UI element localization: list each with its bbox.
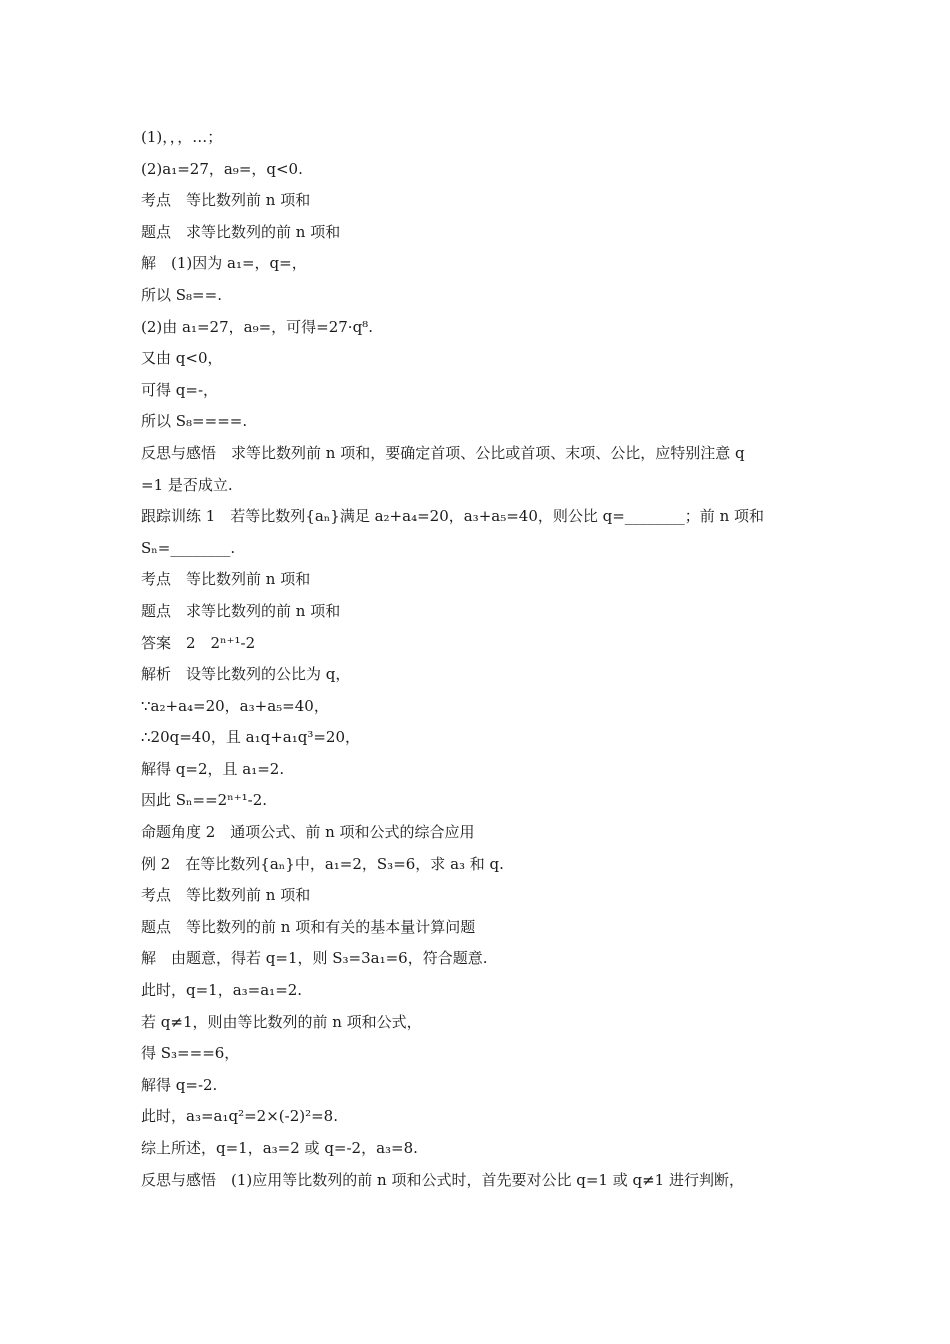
- line-13: 跟踪训练 1 若等比数列{aₙ}满足 a₂+a₄=20，a₃+a₅=40，则公比 q=________；前 n 项和: [141, 507, 765, 526]
- line-22: 因此 Sₙ==2ⁿ⁺¹-2.: [141, 791, 268, 810]
- line-28: 此时，q=1，a₃=a₁=2.: [141, 981, 303, 1000]
- line-9: 可得 q=-，: [141, 380, 219, 399]
- line-2: (2)a₁=27，a₉=，q<0.: [141, 159, 303, 178]
- line-17: 答案 2 2ⁿ⁺¹-2: [141, 633, 256, 652]
- line-24: 例 2 在等比数列{aₙ}中，a₁=2，S₃=6，求 a₃ 和 q.: [141, 854, 504, 873]
- line-31: 解得 q=-2.: [141, 1075, 218, 1094]
- line-27: 解 由题意，得若 q=1，则 S₃=3a₁=6，符合题意.: [141, 949, 488, 968]
- line-4: 题点 求等比数列的前 n 项和: [141, 222, 341, 241]
- line-30: 得 S₃===6，: [141, 1044, 240, 1063]
- document-page: [141, 122, 821, 1196]
- line-8: 又由 q<0，: [141, 349, 223, 368]
- line-1: (1)，，，…；: [141, 128, 223, 146]
- line-29: 若 q≠1，则由等比数列的前 n 项和公式，: [141, 1012, 422, 1031]
- line-14: Sₙ=________.: [141, 538, 236, 557]
- line-20: ∴20q=40，且 a₁q+a₁q³=20，: [141, 728, 361, 747]
- line-26: 题点 等比数列的前 n 项和有关的基本量计算问题: [141, 917, 476, 936]
- line-10: 所以 S₈====.: [141, 412, 248, 431]
- line-19: ∵a₂+a₄=20，a₃+a₅=40，: [141, 696, 329, 715]
- line-6: 所以 S₈==.: [141, 285, 222, 304]
- line-11: 反思与感悟 求等比数列前 n 项和，要确定首项、公比或首项、末项、公比，应特别注意 q: [141, 443, 745, 462]
- line-7: (2)由 a₁=27，a₉=，可得=27·q⁸.: [141, 317, 373, 336]
- line-18: 解析 设等比数列的公比为 q，: [141, 665, 351, 684]
- line-34: 反思与感悟 (1)应用等比数列的前 n 项和公式时，首先要对公比 q=1 或 q≠1 进行判断，: [141, 1170, 744, 1189]
- line-3: 考点 等比数列前 n 项和: [141, 191, 311, 210]
- line-15: 考点 等比数列前 n 项和: [141, 570, 311, 589]
- line-25: 考点 等比数列前 n 项和: [141, 886, 311, 905]
- line-5: 解 (1)因为 a₁=，q=，: [141, 254, 307, 273]
- line-16: 题点 求等比数列的前 n 项和: [141, 601, 341, 620]
- line-33: 综上所述，q=1，a₃=2 或 q=-2，a₃=8.: [141, 1139, 418, 1157]
- line-32: 此时，a₃=a₁q²=2×(-2)²=8.: [141, 1107, 338, 1126]
- line-21: 解得 q=2，且 a₁=2.: [141, 759, 285, 778]
- line-12: =1 是否成立.: [141, 475, 233, 494]
- line-23: 命题角度 2 通项公式、前 n 项和公式的综合应用: [141, 823, 475, 842]
